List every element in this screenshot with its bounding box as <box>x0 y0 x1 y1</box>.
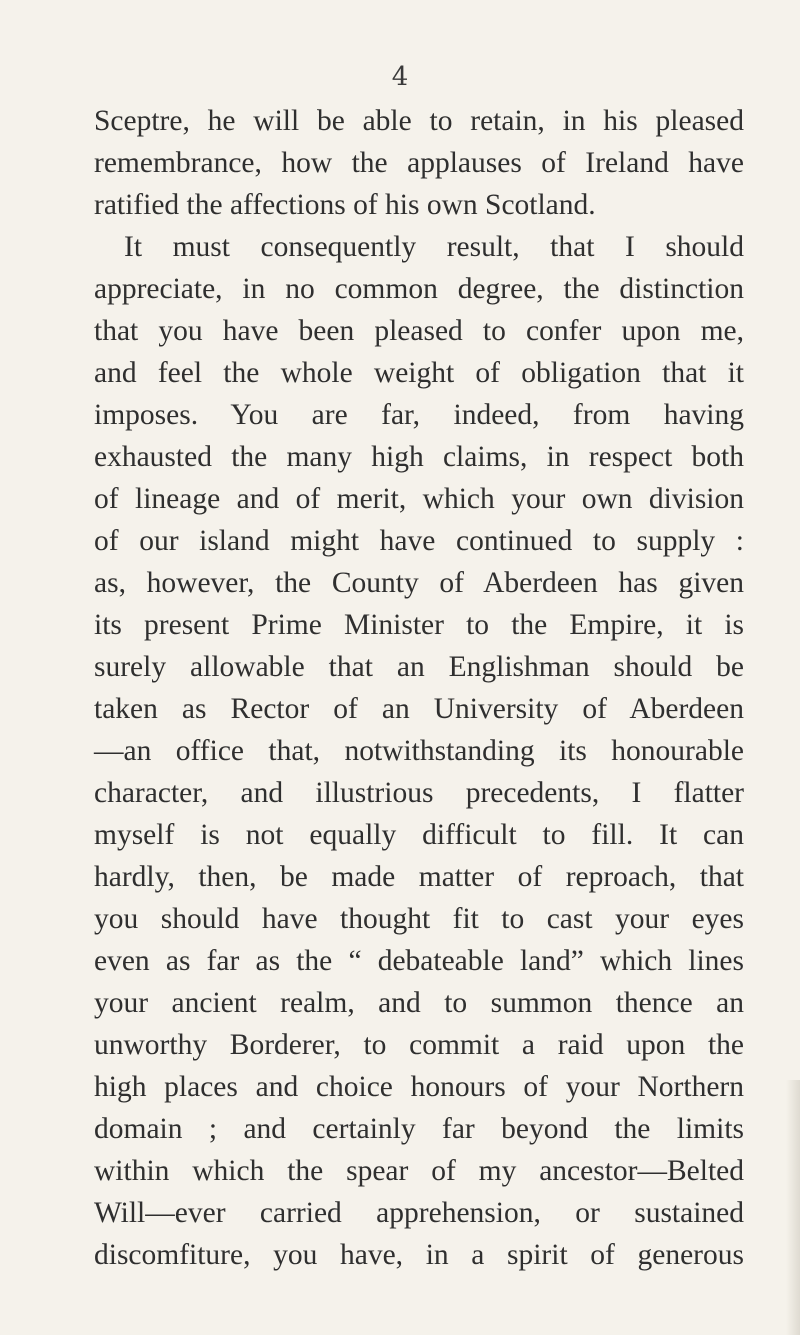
text-line: unworthy Borderer, to commit a raid upon the <box>94 1029 744 1061</box>
text-line: surely allowable that an Englishman should be <box>94 651 744 683</box>
body-text <box>94 100 744 1276</box>
text-line: remembrance, how the applauses of Ireland have <box>94 147 744 179</box>
text-line: that you have been pleased to confer upon me, <box>94 315 744 347</box>
text-line: discomfiture, you have, in a spirit of generous <box>94 1239 744 1271</box>
text-line: domain ; and certainly far beyond the limits <box>94 1113 744 1145</box>
text-line: character, and illustrious precedents, I flatter <box>94 777 744 809</box>
text-line: Sceptre, he will be able to retain, in his pleased <box>94 105 744 137</box>
text-line: and feel the whole weight of obligation that it <box>94 357 744 389</box>
text-line: ratified the affections of his own Scotland. <box>94 189 596 221</box>
text-line: appreciate, in no common degree, the distinction <box>94 273 744 305</box>
text-line: even as far as the “ debateable land” which lines <box>94 945 744 977</box>
text-line: imposes. You are far, indeed, from having <box>94 399 744 431</box>
text-line: exhausted the many high claims, in respect both <box>94 441 744 473</box>
page-edge-shadow <box>786 1080 800 1335</box>
text-line: of lineage and of merit, which your own division <box>94 483 744 515</box>
text-line: within which the spear of my ancestor—Belted <box>94 1155 744 1187</box>
text-line: hardly, then, be made matter of reproach, that <box>94 861 744 893</box>
text-line: of our island might have continued to supply : <box>94 525 744 557</box>
text-line: your ancient realm, and to summon thence an <box>94 987 744 1019</box>
text-line: you should have thought fit to cast your eyes <box>94 903 744 935</box>
page-number: 4 <box>391 62 409 92</box>
text-line: myself is not equally difficult to fill. It can <box>94 819 744 851</box>
text-line: as, however, the County of Aberdeen has given <box>94 567 744 599</box>
text-line: high places and choice honours of your Northern <box>94 1071 744 1103</box>
text-line: It must consequently result, that I should <box>124 231 744 263</box>
text-line: its present Prime Minister to the Empire, it is <box>94 609 744 641</box>
text-line: Will—ever carried apprehension, or sustained <box>94 1197 744 1229</box>
text-line: taken as Rector of an University of Aberdeen <box>94 693 744 725</box>
text-line: —an office that, notwithstanding its honourable <box>94 735 744 767</box>
